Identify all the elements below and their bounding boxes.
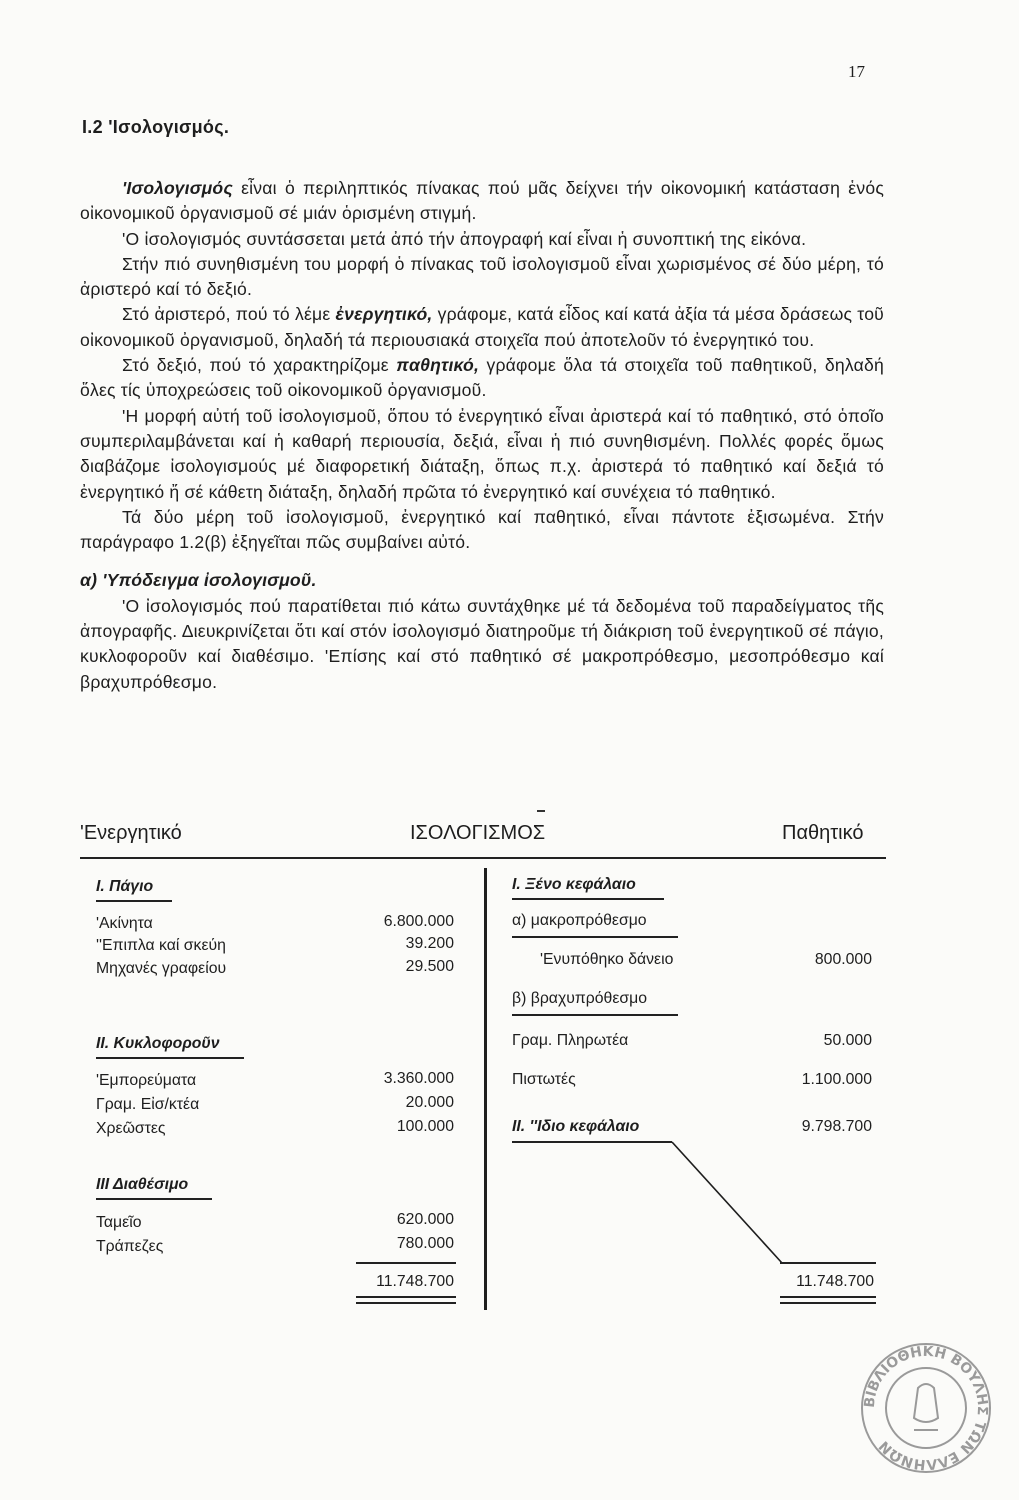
asset-label: Γραμ. Εἰσ/κτέα — [96, 1096, 200, 1113]
liability-value: 800.000 — [814, 951, 872, 968]
balance-sheet-title: ΙΣΟΛΟΓΙΣΜΟΣ — [410, 822, 546, 844]
asset-label: Τράπεζες — [96, 1238, 164, 1255]
liability-label: 'Ενυπόθηκο δάνειο — [540, 951, 674, 968]
paragraph-compilation: 'Ο ἰσολογισμός συντάσσεται μετά ἀπό τήν ἀπογραφή καί εἶναι ἡ συνοπτική της εἰκόνα. — [122, 228, 807, 249]
liability-label: Πιστωτές — [512, 1071, 576, 1088]
assets-header: 'Ενεργητικό — [80, 822, 182, 844]
liability-value: 50.000 — [823, 1032, 872, 1049]
paragraph-form: Στήν πιό συνηθισμένη του μορφή ὁ πίνακας τοῦ ἰσολογισμοῦ εἶναι χωρισμένος σέ δύο μέρη, τό ἀριστερό καί τό δεξιό. — [80, 253, 884, 300]
paragraph-liabilities-a: Στό δεξιό, πού τό χαρακτηρίζομε — [122, 355, 397, 376]
subtotal-rule — [780, 1262, 876, 1264]
liability-label: Γραμ. Πληρωτέα — [512, 1032, 629, 1049]
asset-value: 620.000 — [396, 1211, 454, 1228]
foreign-capital-heading: Ι. Ξένο κεφάλαιο — [512, 876, 636, 893]
stamp-text: ΒΙΒΛΙΟΘΗΚΗ ΒΟΥΛΗΣ ΤΩΝ ΕΛΛΗΝΩΝ — [861, 1343, 991, 1473]
paragraph-assets-a: Στό ἀριστερό, πού τό λέμε — [122, 304, 336, 325]
total-double-rule — [780, 1302, 876, 1304]
total-double-rule — [780, 1296, 876, 1298]
paragraph-assets-b: γράφομε, κατά εἶδος καί κατά ἀξία τά μέσα δράσεως τοῦ οἰκονομικοῦ ὀργανισμοῦ, δηλαδή τά περιουσιακά στοιχεῖα πού ἀποτελοῦν τό ἐνεργητικό του. — [80, 304, 884, 350]
paragraph-example: 'Ο ἰσολογισμός πού παρατίθεται πιό κάτω συντάχθηκε μέ τά δεδομένα τοῦ παραδείγματος τῆς ἀπογραφῆς. Διευκρινίζεται ὅτι καί στόν ἰσολογισμό διατηροῦμε τή διάκριση τοῦ ἐνεργητικοῦ σέ πάγιο, κυκλοφοροῦν καί διαθέσιμο. 'Επίσης καί στό παθητικό σέ μακροπρόθεσμο, μεσοπρόθεσμο καί βραχυπρόθεσμο. — [80, 595, 884, 692]
paragraph-liabilities-b: γράφομε ὅλα τά στοιχεῖα τοῦ παθητικοῦ, δηλαδή ὅλες τίς ὑποχρεώσεις τοῦ οἰκονομικοῦ ὀργανισμοῦ. — [80, 355, 884, 401]
liabilities-header: Παθητικό — [782, 822, 864, 844]
asset-label: Μηχανές γραφείου — [96, 960, 227, 977]
page-number: 17 — [848, 62, 865, 81]
asset-value: 29.500 — [405, 958, 454, 975]
equity-heading: ΙΙ. ''Ιδιο κεφάλαιο — [512, 1118, 640, 1135]
library-stamp — [852, 1338, 1000, 1478]
asset-value: 780.000 — [396, 1235, 454, 1252]
assets-total: 11.748.700 — [376, 1273, 454, 1290]
asset-value: 3.360.000 — [383, 1070, 454, 1087]
long-term-heading: α) μακροπρόθεσμο — [512, 912, 647, 929]
asset-label: Χρεῶστες — [96, 1120, 166, 1137]
fixed-assets-heading: Ι. Πάγιο — [96, 878, 154, 895]
paragraph-layouts: 'Η μορφή αὐτή τοῦ ἰσολογισμοῦ, ὅπου τό ἐνεργητικό εἶναι ἀριστερά καί τό παθητικό, στό ὁποῖο συμπεριλαμβάνεται καί ἡ καθαρή περιουσία, δεξιά, εἶναι ἡ πιό συνηθισμένη. Πολλές φορές ὅμως διαβάζομε ἰσολογισμούς μέ διαφορετική διάταξη, ὅπως π.χ. ἀριστερά τό παθητικό καί δεξιά τό ἐνεργητικό ἤ σέ κάθετη διάταξη, δηλαδή πρῶτα τό ἐνεργητικό καί συνέχεια τό παθητικό. — [80, 405, 884, 502]
liability-value: 1.100.000 — [801, 1071, 872, 1088]
short-term-heading: β) βραχυπρόθεσμο — [512, 990, 648, 1007]
asset-value: 100.000 — [396, 1118, 454, 1135]
asset-value: 39.200 — [405, 935, 454, 952]
liabilities-total: 11.748.700 — [796, 1273, 874, 1290]
current-assets-heading: ΙΙ. Κυκλοφοροῦν — [96, 1035, 220, 1052]
term-liabilities: παθητικό, — [396, 355, 480, 376]
asset-label: ''Επιπλα καί σκεύη — [96, 937, 226, 954]
term-balance-sheet: 'Ισολογισμός — [122, 178, 233, 198]
cash-assets-heading: ΙΙΙ Διαθέσιμο — [96, 1176, 189, 1193]
subheading-example: α) 'Υπόδειγμα ἰσολογισμοῦ. — [80, 570, 317, 591]
section-title: Ι.2 'Ισολογισμός. — [82, 117, 230, 137]
paragraph-equality: Τά δύο μέρη τοῦ ἰσολογισμοῦ, ἐνεργητικό καί παθητικό, εἶναι πάντοτε ἐξισωμένα. Στήν παράγραφο 1.2(β) ἐξηγεῖται πῶς συμβαίνει αὐτό. — [80, 506, 884, 553]
paragraph-definition-text: εἶναι ὁ περιληπτικός πίνακας πού μᾶς δείχνει τήν οἰκονομική κατάσταση ἑνός οἰκονομικοῦ ὀργανισμοῦ σέ μιάν ὁρισμένη στιγμή. — [80, 178, 884, 224]
closing-diagonal — [672, 1142, 782, 1263]
asset-value: 6.800.000 — [383, 913, 454, 930]
asset-label: 'Ακίνητα — [96, 915, 153, 932]
asset-value: 20.000 — [405, 1094, 454, 1111]
equity-value: 9.798.700 — [801, 1118, 872, 1135]
asset-label: 'Εμπορεύματα — [96, 1072, 197, 1089]
asset-label: Ταμεῖο — [96, 1214, 142, 1231]
term-assets: ἐνεργητικό, — [335, 304, 433, 325]
